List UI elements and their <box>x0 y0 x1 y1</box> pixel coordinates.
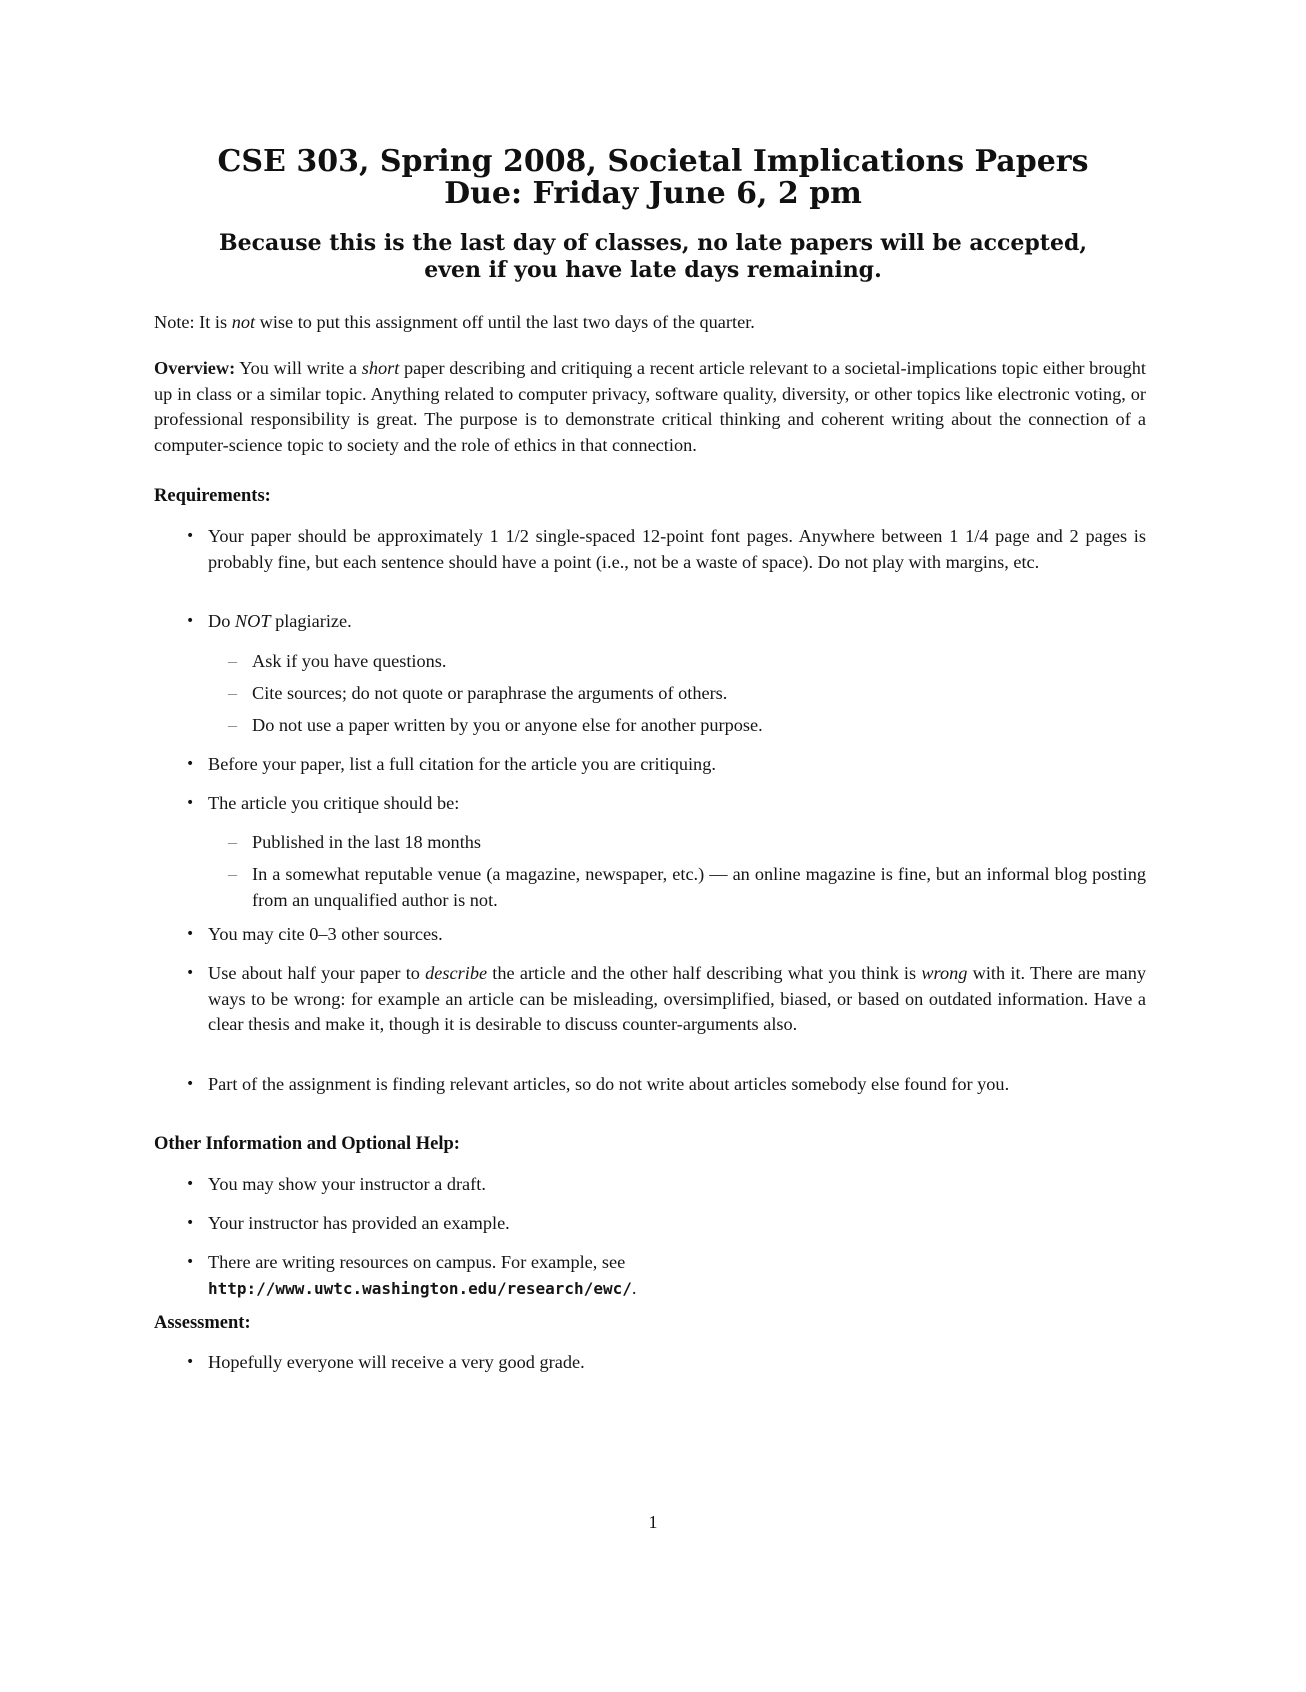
bullet-icon: • <box>186 613 195 629</box>
bullet-icon: • <box>186 1215 195 1231</box>
assessment-heading: Assessment: <box>154 1313 251 1333</box>
list-item: • Before your paper, list a full citation for the article you are critiquing. <box>186 752 1146 778</box>
list-item: • There are writing resources on campus. For example, see http://www.uwtc.washington.edu/research/ewc/. <box>186 1252 637 1298</box>
list-item: • Your instructor has provided an example. <box>186 1211 1146 1237</box>
dash-icon: – <box>228 683 237 703</box>
late-policy-notice <box>0 230 1306 284</box>
list-item: • Your paper should be approximately 1 1/2 single-spaced 12-point font pages. Anywhere between 1 1/4 page and 2 pages is probably fine, but each sentence should have a point (i.e., not be a waste of space). Do not play with margins, etc. <box>186 526 1146 572</box>
list-item: • The article you critique should be: <box>186 791 1146 817</box>
overview-heading: Overview: <box>154 358 236 378</box>
list-item: • Use about half your paper to describe the article and the other half describing what you think is wrong with it. There are many ways to be wrong: for example an article can be misleading, oversimplified, biased, or based on outdated information. Have a clear thesis and make it, though it is desirable to discuss counter-arguments also. <box>186 963 1146 1034</box>
bullet-icon: • <box>186 1176 195 1192</box>
subtitle-line-1: Because this is the last day of classes, no late papers will be accepted, <box>219 230 1087 256</box>
note-paragraph: Note: It is not wise to put this assignment off until the last two days of the quarter. <box>154 312 755 332</box>
overview-paragraph: Overview: You will write a short paper describing and critiquing a recent article relevant to a societal-implications topic either brought up in class or a similar topic. Anything related to computer privacy, software quality, diversity, or other topics like electronic voting, or professional responsibility is great. The purpose is to demonstrate critical thinking and coherent writing about the connection of a computer-science topic to society and the role of ethics in that connection. <box>154 358 1146 455</box>
dash-icon: – <box>228 832 237 852</box>
title-line-2: Due: Friday June 6, 2 pm <box>444 176 862 211</box>
page-number: 1 <box>648 1512 658 1532</box>
bullet-icon: • <box>186 1354 195 1370</box>
bullet-icon: • <box>186 926 195 942</box>
bullet-icon: • <box>186 965 195 981</box>
title-line-1: CSE 303, Spring 2008, Societal Implications Papers <box>217 144 1089 179</box>
dash-icon: – <box>228 715 237 735</box>
sub-list-item: – In a somewhat reputable venue (a magazine, newspaper, etc.) — an online magazine is fine, but an informal blog posting from an unqualified author is not. <box>228 864 1146 910</box>
bullet-icon: • <box>186 756 195 772</box>
bullet-icon: • <box>186 795 195 811</box>
list-item: • Hopefully everyone will receive a very good grade. <box>186 1350 1146 1376</box>
sub-list-item: – Do not use a paper written by you or anyone else for another purpose. <box>228 713 1146 739</box>
list-item: • You may show your instructor a draft. <box>186 1172 1146 1198</box>
bullet-icon: • <box>186 1254 195 1270</box>
sub-list-item: – Cite sources; do not quote or paraphrase the arguments of others. <box>228 681 1146 707</box>
dash-icon: – <box>228 864 237 884</box>
dash-icon: – <box>228 651 237 671</box>
requirements-heading: Requirements: <box>154 486 271 506</box>
list-item: • Part of the assignment is finding relevant articles, so do not write about articles somebody else found for you. <box>186 1072 1146 1124</box>
sub-list-item: – Ask if you have questions. <box>228 649 1146 675</box>
other-info-heading: Other Information and Optional Help: <box>154 1134 460 1154</box>
bullet-icon: • <box>186 1076 195 1092</box>
list-item: • Do NOT plagiarize. <box>186 609 1146 635</box>
bullet-icon: • <box>186 528 195 544</box>
subtitle-line-2: even if you have late days remaining. <box>424 257 882 283</box>
list-item: • You may cite 0–3 other sources. <box>186 922 1146 948</box>
sub-list-item: – Published in the last 18 months <box>228 830 1146 856</box>
writing-center-link[interactable]: http://www.uwtc.washington.edu/research/ewc/ <box>208 1278 632 1298</box>
page-title <box>0 146 1306 210</box>
